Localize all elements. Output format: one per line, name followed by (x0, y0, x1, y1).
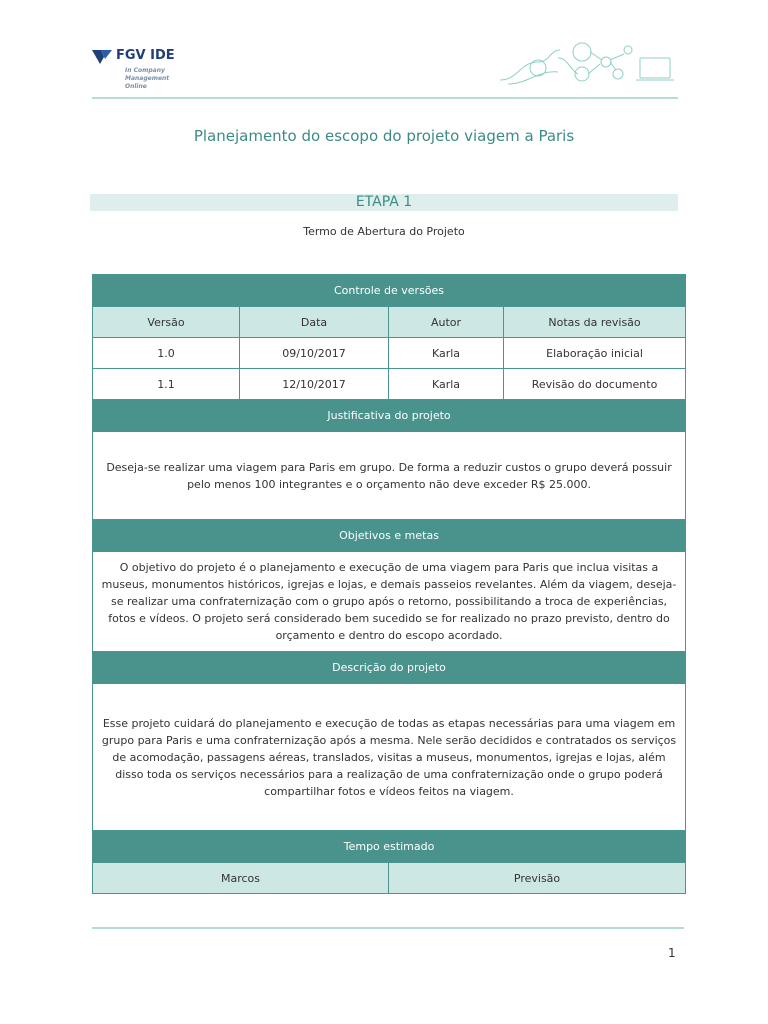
version-cell: 1.1 (93, 369, 240, 400)
table-row (93, 369, 686, 400)
table-header-row (93, 307, 686, 338)
logo-brand: FGV (116, 48, 146, 63)
logo-tagline-line: In Company (125, 67, 165, 74)
page-number: 1 (668, 946, 676, 960)
section-header-row (93, 520, 686, 552)
logo-tagline-line: Online (125, 83, 147, 90)
section-body-row (93, 432, 686, 520)
column-header: Versão (93, 307, 240, 338)
document-subtitle: Termo de Abertura do Projeto (303, 225, 465, 238)
fgv-logo-mark-icon (92, 50, 114, 64)
logo-wordmark (116, 48, 175, 63)
logo-tagline-line: Management (125, 75, 170, 82)
milestones-column-header: Marcos (93, 863, 389, 894)
column-header: Data (240, 307, 389, 338)
time-section-title: Tempo estimado (93, 831, 686, 863)
section-header-row (93, 400, 686, 432)
forecast-column-header: Previsão (389, 863, 686, 894)
section-header-row (93, 831, 686, 863)
date-cell: 12/10/2017 (240, 369, 389, 400)
justification-section-title: Justificativa do projeto (93, 400, 686, 432)
notes-cell: Revisão do documento (504, 369, 686, 400)
justification-text: Deseja-se realizar uma viagem para Paris em grupo. De forma a reduzir custos o grupo deverá possuir pelo menos 100 integrantes e o orçamento não deve exceder R$ 25.000. (93, 432, 686, 520)
objectives-text: O objetivo do projeto é o planejamento e execução de uma viagem para Paris que inclua visitas a museus, monumentos históricos, igrejas e lojas, e demais passeios revelantes. Além da viagem, deseja-se realizar uma confraternização com o grupo após o retorno, possibilitando a troca de experiências, fotos e vídeos. O projeto será considerado bem sucedido se for realizado no prazo previsto, dentro do orçamento e dentro do escopo acordado. (93, 552, 686, 652)
fgv-ide-logo (92, 48, 232, 98)
header-divider (92, 97, 678, 99)
section-header-row (93, 652, 686, 684)
logo-tagline (125, 67, 169, 91)
table-header-row (93, 863, 686, 894)
footer-divider (92, 927, 684, 929)
author-cell: Karla (389, 369, 504, 400)
column-header: Autor (389, 307, 504, 338)
technology-illustration-icon (498, 40, 678, 88)
table-row (93, 338, 686, 369)
notes-cell: Elaboração inicial (504, 338, 686, 369)
project-charter-table (92, 274, 686, 894)
section-body-row (93, 552, 686, 652)
logo-unit: IDE (150, 48, 175, 63)
date-cell: 09/10/2017 (240, 338, 389, 369)
document-title: Planejamento do escopo do projeto viagem a Paris (193, 127, 575, 145)
section-body-row (93, 684, 686, 831)
version-cell: 1.0 (93, 338, 240, 369)
column-header: Notas da revisão (504, 307, 686, 338)
author-cell: Karla (389, 338, 504, 369)
page-header (92, 40, 678, 98)
section-header-row (93, 275, 686, 307)
description-section-title: Descrição do projeto (93, 652, 686, 684)
versions-section-title: Controle de versões (93, 275, 686, 307)
description-text: Esse projeto cuidará do planejamento e execução de todas as etapas necessárias para uma viagem em grupo para Paris e uma confraternização após a mesma. Nele serão decididos e contratados os serviços de acomodação, passagens aéreas, translados, visitas a museus, monumentos, igrejas e lojas, além disso toda os serviços necessários para a realização de uma confraternização onde o grupo poderá compartilhar fotos e vídeos feitos na viagem. (93, 684, 686, 831)
stage-banner: ETAPA 1 (90, 194, 678, 211)
objectives-section-title: Objetivos e metas (93, 520, 686, 552)
